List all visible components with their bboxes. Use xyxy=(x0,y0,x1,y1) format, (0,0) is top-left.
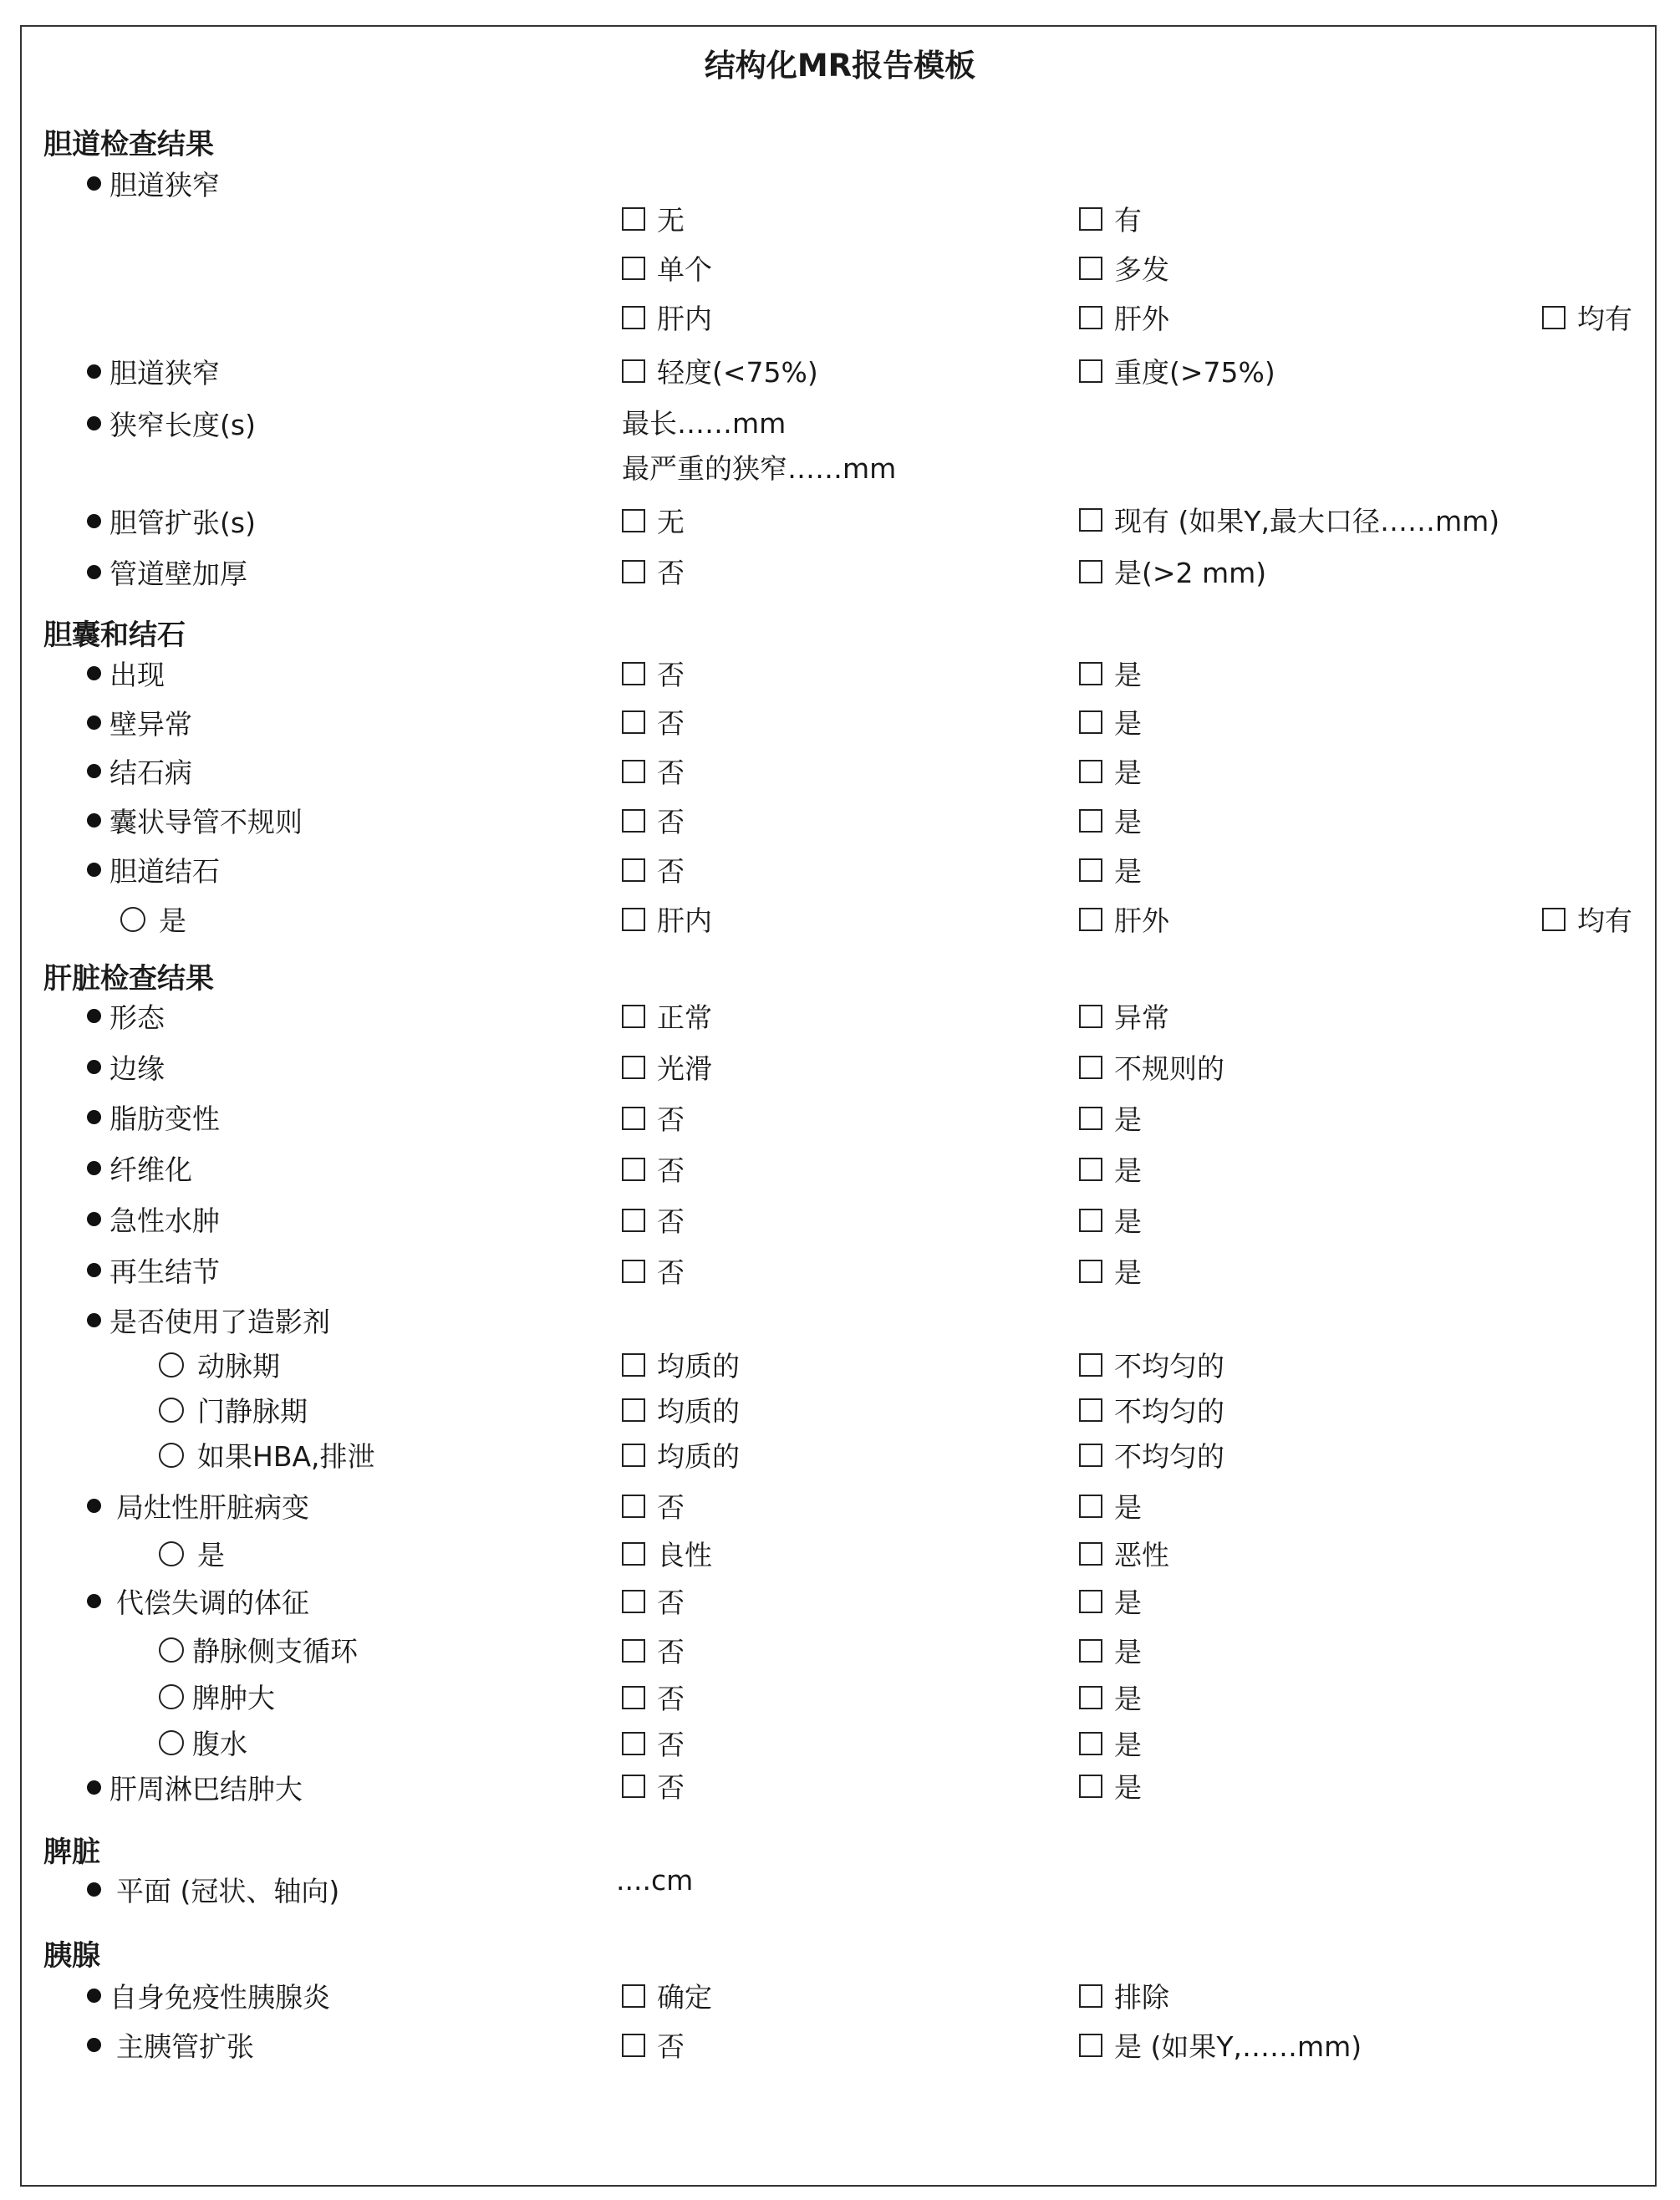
option-nodules-no[interactable] xyxy=(622,1251,685,1291)
item-cystic-duct xyxy=(87,801,303,840)
item-gb-wall xyxy=(87,703,192,742)
checkbox-icon[interactable] xyxy=(1079,1984,1102,2008)
option-edema-no[interactable] xyxy=(622,1200,685,1240)
option-label: 排除 xyxy=(1114,1981,1169,2014)
option-label: 是 xyxy=(1114,806,1142,838)
checkbox-icon[interactable] xyxy=(1079,1639,1102,1663)
item-label: 是 xyxy=(197,1539,225,1571)
bullet-icon xyxy=(87,1499,101,1513)
checkbox-icon[interactable] xyxy=(1079,662,1102,685)
option-cystic-no[interactable] xyxy=(622,801,685,840)
item-margin xyxy=(87,1047,165,1087)
option-lymph-yes[interactable] xyxy=(1079,1766,1142,1805)
option-label: 否 xyxy=(657,659,685,691)
bullet-icon xyxy=(87,1594,101,1608)
option-collaterals-no[interactable] xyxy=(622,1631,685,1670)
subitem-portal xyxy=(159,1390,308,1429)
option-decomp-no[interactable] xyxy=(622,1581,685,1621)
option-label: 肝内 xyxy=(657,904,712,937)
spleen-size-field[interactable]: ....cm xyxy=(616,1864,694,1897)
checkbox-icon[interactable] xyxy=(1079,2034,1102,2057)
checkbox-icon[interactable] xyxy=(1079,809,1102,833)
subitem-collaterals xyxy=(159,1630,358,1669)
option-label: 是(>2 mm) xyxy=(1114,557,1267,589)
item-label: 代偿失调的体征 xyxy=(116,1586,309,1619)
option-label: 不均匀的 xyxy=(1114,1350,1224,1383)
option-lithiasis-yes[interactable] xyxy=(1079,751,1142,791)
option-stones-no[interactable] xyxy=(622,850,685,889)
item-label: 肝周淋巴结肿大 xyxy=(109,1773,303,1805)
option-label: 均质的 xyxy=(657,1395,740,1428)
checkbox-icon[interactable] xyxy=(1079,908,1102,931)
checkbox-icon[interactable] xyxy=(622,1107,645,1130)
checkbox-icon[interactable] xyxy=(622,1686,645,1709)
option-autoimmune-excluded[interactable] xyxy=(1079,1976,1169,2015)
option-dilation-present[interactable] xyxy=(1079,500,1499,539)
item-label: 门静脉期 xyxy=(197,1395,308,1428)
option-label: 是 xyxy=(1114,1154,1142,1187)
bullet-icon xyxy=(87,1212,101,1226)
checkbox-icon[interactable] xyxy=(622,1639,645,1663)
option-label: 轻度(<75%) xyxy=(657,356,818,389)
option-hba-heterogeneous[interactable] xyxy=(1079,1435,1224,1474)
option-label: 否 xyxy=(657,1586,685,1619)
item-label: 形态 xyxy=(109,1001,165,1034)
bullet-icon xyxy=(87,364,101,379)
option-stones-extrahepatic[interactable] xyxy=(1079,899,1169,939)
option-decomp-yes[interactable] xyxy=(1079,1581,1142,1621)
option-stenosis-extrahepatic[interactable] xyxy=(1079,298,1169,337)
option-label: 多发 xyxy=(1114,253,1169,286)
circle-icon xyxy=(120,907,145,932)
checkbox-icon[interactable] xyxy=(1079,760,1102,783)
bullet-icon xyxy=(87,863,101,877)
option-margin-smooth[interactable] xyxy=(622,1047,712,1087)
option-label: 否 xyxy=(657,1154,685,1187)
checkbox-icon[interactable] xyxy=(622,1209,645,1232)
checkbox-icon[interactable] xyxy=(1079,257,1102,280)
option-label: 否 xyxy=(657,1636,685,1668)
bullet-icon xyxy=(87,1989,101,2003)
option-ascites-no[interactable] xyxy=(622,1724,685,1763)
checkbox-icon[interactable] xyxy=(622,306,645,329)
checkbox-icon[interactable] xyxy=(622,1398,645,1422)
option-stones-both[interactable] xyxy=(1542,899,1632,939)
bullet-icon xyxy=(87,1313,101,1327)
option-fibrosis-yes[interactable] xyxy=(1079,1149,1142,1189)
checkbox-icon[interactable] xyxy=(622,1542,645,1566)
checkbox-icon[interactable] xyxy=(622,1732,645,1755)
option-stenosis-present[interactable] xyxy=(1079,199,1142,238)
checkbox-icon[interactable] xyxy=(622,2034,645,2057)
item-label: 囊状导管不规则 xyxy=(109,806,303,838)
item-gb-present xyxy=(87,654,165,693)
checkbox-icon[interactable] xyxy=(1079,858,1102,882)
option-arterial-heterogeneous[interactable] xyxy=(1079,1345,1224,1384)
item-label: 如果HBA,排泄 xyxy=(197,1440,375,1473)
item-label: 是否使用了造影剂 xyxy=(109,1306,330,1338)
option-label: 是 xyxy=(1114,1729,1142,1761)
option-label: 否 xyxy=(657,1729,685,1761)
subitem-ascites xyxy=(159,1723,247,1762)
option-label: 肝外 xyxy=(1114,904,1169,937)
checkbox-icon[interactable] xyxy=(1079,1775,1102,1798)
checkbox-icon[interactable] xyxy=(622,1775,645,1798)
option-lymph-no[interactable] xyxy=(622,1766,685,1805)
item-label: 边缘 xyxy=(109,1052,165,1085)
circle-icon xyxy=(159,1730,184,1755)
checkbox-icon[interactable] xyxy=(1079,1444,1102,1467)
option-label: 不均匀的 xyxy=(1114,1395,1224,1428)
option-gb-present-no[interactable] xyxy=(622,654,685,693)
checkbox-icon[interactable] xyxy=(622,1444,645,1467)
option-hba-homogeneous[interactable] xyxy=(622,1435,740,1474)
item-biliary-stenosis xyxy=(87,164,220,203)
checkbox-icon[interactable] xyxy=(1079,359,1102,383)
bullet-icon xyxy=(87,1009,101,1023)
option-label: 否 xyxy=(657,756,685,789)
item-steatosis xyxy=(87,1097,220,1137)
option-portal-heterogeneous[interactable] xyxy=(1079,1390,1224,1429)
option-stones-yes[interactable] xyxy=(1079,850,1142,889)
option-label: 肝外 xyxy=(1114,303,1169,335)
option-label: 单个 xyxy=(657,253,712,286)
option-portal-homogeneous[interactable] xyxy=(622,1390,740,1429)
checkbox-icon[interactable] xyxy=(622,908,645,931)
option-label: 重度(>75%) xyxy=(1114,356,1275,389)
subitem-focal-yes xyxy=(159,1534,225,1573)
item-label: 结石病 xyxy=(109,756,192,789)
option-autoimmune-confirmed[interactable] xyxy=(622,1976,712,2015)
item-label: 胆管扩张(s) xyxy=(109,507,256,539)
option-label: 否 xyxy=(657,1771,685,1804)
section-heading-pancreas: 胰腺 xyxy=(43,1939,100,1973)
option-label: 是 xyxy=(1114,1256,1142,1289)
item-label: 出现 xyxy=(109,659,165,691)
option-splenomegaly-no[interactable] xyxy=(622,1678,685,1717)
bullet-icon xyxy=(87,416,101,430)
checkbox-icon[interactable] xyxy=(622,257,645,280)
subitem-hba xyxy=(159,1435,375,1474)
item-contrast xyxy=(87,1301,330,1340)
option-main-duct-no[interactable] xyxy=(622,2025,685,2065)
section-heading-spleen: 脾脏 xyxy=(43,1836,100,1869)
item-label: 平面 (冠状、轴向) xyxy=(116,1875,340,1907)
option-splenomegaly-yes[interactable] xyxy=(1079,1678,1142,1717)
option-label: 是 xyxy=(1114,1205,1142,1238)
bullet-icon xyxy=(87,813,101,828)
checkbox-icon[interactable] xyxy=(1079,1260,1102,1283)
option-label: 否 xyxy=(657,806,685,838)
option-stenosis-single[interactable] xyxy=(622,248,712,288)
option-focal-no[interactable] xyxy=(622,1486,685,1525)
option-label: 恶性 xyxy=(1114,1539,1169,1571)
option-focal-benign[interactable] xyxy=(622,1534,712,1573)
checkbox-icon[interactable] xyxy=(1079,1398,1102,1422)
option-label: 均有 xyxy=(1577,904,1632,937)
bullet-icon xyxy=(87,764,101,778)
checkbox-icon[interactable] xyxy=(1079,560,1102,583)
subitem-splenomegaly xyxy=(159,1677,275,1716)
checkbox-icon[interactable] xyxy=(622,710,645,734)
bullet-icon xyxy=(87,666,101,680)
checkbox-icon[interactable] xyxy=(1079,1158,1102,1181)
option-collaterals-yes[interactable] xyxy=(1079,1631,1142,1670)
option-stones-intrahepatic[interactable] xyxy=(622,899,712,939)
option-label: 是 xyxy=(1114,1491,1142,1524)
checkbox-icon[interactable] xyxy=(1079,306,1102,329)
stenosis-most-severe-field[interactable]: 最严重的狭窄……mm xyxy=(622,452,897,485)
item-decompensation xyxy=(87,1581,309,1621)
item-label: 是 xyxy=(159,904,186,937)
checkbox-icon[interactable] xyxy=(1079,207,1102,231)
option-label: 良性 xyxy=(657,1539,712,1571)
checkbox-icon[interactable] xyxy=(1542,306,1565,329)
item-focal-lesion xyxy=(87,1486,309,1525)
option-label: 否 xyxy=(657,557,685,589)
item-morphology xyxy=(87,996,165,1036)
option-arterial-homogeneous[interactable] xyxy=(622,1345,740,1384)
option-stenosis-both[interactable] xyxy=(1542,298,1632,337)
option-steatosis-yes[interactable] xyxy=(1079,1098,1142,1138)
checkbox-icon[interactable] xyxy=(1079,1005,1102,1028)
item-autoimmune xyxy=(87,1976,330,2015)
bullet-icon xyxy=(87,514,101,528)
option-label: 肝内 xyxy=(657,303,712,335)
item-bile-stones xyxy=(87,850,220,889)
stenosis-longest-field[interactable]: 最长……mm xyxy=(622,407,787,440)
checkbox-icon[interactable] xyxy=(1079,1590,1102,1613)
option-label: 否 xyxy=(657,1103,685,1136)
checkbox-icon[interactable] xyxy=(1079,1209,1102,1232)
checkbox-icon[interactable] xyxy=(622,1495,645,1518)
item-label: 脂肪变性 xyxy=(109,1103,220,1135)
option-grade-severe[interactable] xyxy=(1079,351,1275,390)
item-label: 胆道狭窄 xyxy=(109,169,220,201)
item-spleen-plane xyxy=(87,1870,339,1909)
bullet-icon xyxy=(87,2038,101,2052)
option-label: 否 xyxy=(657,707,685,740)
item-label: 腹水 xyxy=(192,1728,247,1760)
option-stenosis-multiple[interactable] xyxy=(1079,248,1169,288)
item-label: 静脉侧支循环 xyxy=(192,1635,358,1668)
checkbox-icon[interactable] xyxy=(1079,1353,1102,1377)
option-ascites-yes[interactable] xyxy=(1079,1724,1142,1763)
bullet-icon xyxy=(87,716,101,730)
item-main-duct xyxy=(87,2025,254,2065)
option-label: 是 xyxy=(1114,707,1142,740)
option-label: 是 xyxy=(1114,1636,1142,1668)
bullet-icon xyxy=(87,1161,101,1175)
option-nodules-yes[interactable] xyxy=(1079,1251,1142,1291)
checkbox-icon[interactable] xyxy=(1079,710,1102,734)
item-label: 再生结节 xyxy=(109,1255,220,1288)
option-label: 是 (如果Y,……mm) xyxy=(1114,2030,1362,2063)
option-label: 是 xyxy=(1114,756,1142,789)
item-stenosis-length xyxy=(87,404,256,443)
checkbox-icon[interactable] xyxy=(622,509,645,532)
option-label: 均质的 xyxy=(657,1350,740,1383)
checkbox-icon[interactable] xyxy=(622,207,645,231)
option-label: 无 xyxy=(657,506,685,538)
item-duct-dilation xyxy=(87,502,256,541)
circle-icon xyxy=(159,1541,184,1566)
option-focal-malignant[interactable] xyxy=(1079,1534,1169,1573)
checkbox-icon[interactable] xyxy=(622,1260,645,1283)
option-label: 是 xyxy=(1114,1771,1142,1804)
item-wall-thickening xyxy=(87,553,247,592)
option-dilation-none[interactable] xyxy=(622,501,685,540)
section-heading-liver: 肝脏检查结果 xyxy=(43,962,214,996)
item-label: 纤维化 xyxy=(109,1153,192,1186)
item-label: 急性水肿 xyxy=(109,1204,220,1237)
option-label: 是 xyxy=(1114,659,1142,691)
checkbox-icon[interactable] xyxy=(622,359,645,383)
checkbox-icon[interactable] xyxy=(622,1158,645,1181)
item-label: 自身免疫性胰腺炎 xyxy=(109,1981,330,2014)
option-label: 否 xyxy=(657,855,685,888)
item-label: 狭窄长度(s) xyxy=(109,409,256,441)
option-cystic-yes[interactable] xyxy=(1079,801,1142,840)
option-label: 现有 (如果Y,最大口径……mm) xyxy=(1114,505,1500,537)
item-stenosis-grade xyxy=(87,352,220,391)
section-heading-biliary: 胆道检查结果 xyxy=(43,128,214,161)
item-label: 管道壁加厚 xyxy=(109,558,247,590)
checkbox-icon[interactable] xyxy=(1079,1686,1102,1709)
option-label: 光滑 xyxy=(657,1052,712,1085)
circle-icon xyxy=(159,1684,184,1709)
item-label: 胆道狭窄 xyxy=(109,357,220,390)
option-label: 正常 xyxy=(657,1001,712,1034)
option-stenosis-none[interactable] xyxy=(622,199,685,238)
circle-icon xyxy=(159,1637,184,1663)
subitem-stones-yes xyxy=(120,899,186,939)
item-label: 壁异常 xyxy=(109,708,192,741)
item-lymphadenopathy xyxy=(87,1768,303,1807)
item-fibrosis xyxy=(87,1148,192,1188)
bullet-icon xyxy=(87,1882,101,1897)
item-lithiasis xyxy=(87,751,192,791)
option-label: 有 xyxy=(1114,204,1142,237)
checkbox-icon[interactable] xyxy=(1542,908,1565,931)
option-label: 否 xyxy=(657,1683,685,1715)
option-morph-normal[interactable] xyxy=(622,996,712,1036)
option-label: 否 xyxy=(657,2030,685,2063)
option-margin-irregular[interactable] xyxy=(1079,1047,1224,1087)
option-label: 是 xyxy=(1114,1586,1142,1619)
option-label: 否 xyxy=(657,1205,685,1238)
report-frame xyxy=(20,25,1657,2187)
option-gb-wall-yes[interactable] xyxy=(1079,702,1142,741)
checkbox-icon[interactable] xyxy=(622,662,645,685)
circle-icon xyxy=(159,1352,184,1378)
option-label: 不均匀的 xyxy=(1114,1440,1224,1473)
option-grade-mild[interactable] xyxy=(622,351,818,390)
option-stenosis-intrahepatic[interactable] xyxy=(622,298,712,337)
option-wall-no[interactable] xyxy=(622,552,685,591)
option-lithiasis-no[interactable] xyxy=(622,751,685,791)
item-edema xyxy=(87,1199,220,1239)
option-main-duct-yes[interactable] xyxy=(1079,2025,1362,2065)
option-label: 不规则的 xyxy=(1114,1052,1224,1085)
option-label: 均有 xyxy=(1577,303,1632,335)
checkbox-icon[interactable] xyxy=(1079,1495,1102,1518)
option-label: 是 xyxy=(1114,1683,1142,1715)
option-label: 否 xyxy=(657,1256,685,1289)
checkbox-icon[interactable] xyxy=(622,760,645,783)
item-label: 脾肿大 xyxy=(192,1682,275,1714)
option-label: 均质的 xyxy=(657,1440,740,1473)
option-label: 否 xyxy=(657,1491,685,1524)
checkbox-icon[interactable] xyxy=(1079,508,1102,532)
item-regen-nodules xyxy=(87,1250,220,1290)
option-label: 确定 xyxy=(657,1981,712,2014)
bullet-icon xyxy=(87,1060,101,1074)
option-edema-yes[interactable] xyxy=(1079,1200,1142,1240)
bullet-icon xyxy=(87,176,101,191)
bullet-icon xyxy=(87,1110,101,1124)
checkbox-icon[interactable] xyxy=(622,560,645,583)
checkbox-icon[interactable] xyxy=(622,1056,645,1079)
option-fibrosis-no[interactable] xyxy=(622,1149,685,1189)
option-label: 无 xyxy=(657,204,685,237)
option-label: 是 xyxy=(1114,855,1142,888)
option-label: 是 xyxy=(1114,1103,1142,1136)
checkbox-icon[interactable] xyxy=(622,1005,645,1028)
checkbox-icon[interactable] xyxy=(1079,1107,1102,1130)
checkbox-icon[interactable] xyxy=(1079,1056,1102,1079)
option-morph-abnormal[interactable] xyxy=(1079,996,1169,1036)
checkbox-icon[interactable] xyxy=(622,858,645,882)
bullet-icon xyxy=(87,1263,101,1277)
bullet-icon xyxy=(87,1780,101,1795)
checkbox-icon[interactable] xyxy=(622,1590,645,1613)
circle-icon xyxy=(159,1443,184,1468)
bullet-icon xyxy=(87,565,101,579)
option-steatosis-no[interactable] xyxy=(622,1098,685,1138)
checkbox-icon[interactable] xyxy=(622,1353,645,1377)
option-gb-present-yes[interactable] xyxy=(1079,654,1142,693)
checkbox-icon[interactable] xyxy=(622,1984,645,2008)
item-label: 主胰管扩张 xyxy=(116,2030,254,2063)
subitem-arterial xyxy=(159,1345,280,1384)
option-wall-yes[interactable] xyxy=(1079,552,1266,591)
item-label: 动脉期 xyxy=(197,1350,280,1383)
checkbox-icon[interactable] xyxy=(622,809,645,833)
option-focal-yes[interactable] xyxy=(1079,1486,1142,1525)
option-label: 异常 xyxy=(1114,1001,1169,1034)
option-gb-wall-no[interactable] xyxy=(622,702,685,741)
item-label: 胆道结石 xyxy=(109,855,220,888)
checkbox-icon[interactable] xyxy=(1079,1732,1102,1755)
page-title: 结构化MR报告模板 xyxy=(704,48,976,84)
item-label: 局灶性肝脏病变 xyxy=(116,1491,309,1524)
checkbox-icon[interactable] xyxy=(1079,1542,1102,1566)
section-heading-gallbladder: 胆囊和结石 xyxy=(43,619,186,652)
circle-icon xyxy=(159,1398,184,1423)
